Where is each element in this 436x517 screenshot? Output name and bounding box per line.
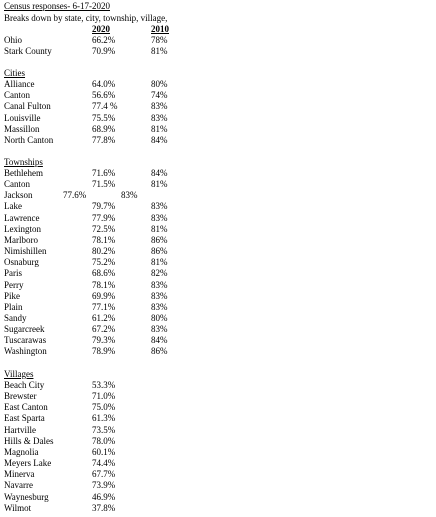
village-value-2020: 71.0%: [92, 391, 116, 402]
village-value-2020: 61.3%: [92, 413, 116, 424]
township-value-2010: 83%: [151, 279, 168, 290]
city-name: North Canton: [4, 135, 54, 145]
document-title: Census responses- 6-17-2020: [4, 1, 110, 11]
village-value-2020: 53.3%: [92, 380, 116, 390]
state-row-value-2010: 81%: [151, 46, 168, 57]
township-value-2020: 68.6%: [92, 268, 116, 279]
village-value-2020: 73.5%: [92, 424, 116, 435]
township-name: Sugarcreek: [4, 324, 45, 335]
township-value-2020: 61.2%: [92, 312, 116, 323]
township-value-2020: 78.1%: [92, 279, 116, 290]
village-name: Hills & Dales: [4, 435, 54, 446]
township-value-2010: 86%: [151, 246, 168, 257]
city-name: Canton: [4, 90, 30, 101]
township-value-2020: 78.9%: [92, 346, 116, 357]
village-name: Beach City: [4, 380, 45, 390]
state-row-value-2020: 70.9%: [92, 46, 116, 57]
township-name: Paris: [4, 268, 22, 279]
township-name: Osnaburg: [4, 257, 39, 268]
column-header-2020: 2020: [92, 24, 110, 34]
village-value-2020: 46.9%: [92, 491, 116, 502]
township-value-2010: 86%: [151, 234, 168, 245]
cities-heading: Cities: [4, 68, 26, 78]
townships-heading: Townships: [4, 157, 43, 167]
village-name: East Sparta: [4, 413, 45, 424]
township-value-2010: 86%: [151, 346, 168, 357]
township-value-2010: 83%: [151, 201, 168, 212]
township-value-2020: 77.1%: [92, 301, 116, 312]
village-value-2020: 73.9%: [92, 480, 116, 491]
state-row-value-2010: 78%: [151, 35, 168, 45]
village-name: Meyers Lake: [4, 458, 52, 469]
state-row-value-2020: 66.2%: [92, 35, 116, 45]
document-subtitle: Breaks down by state, city, township, village,: [4, 13, 168, 23]
township-value-2020: 77.9%: [92, 212, 116, 223]
township-value-2010: 80%: [151, 312, 168, 323]
village-name: East Canton: [4, 402, 48, 413]
township-value-2010: 83%: [151, 301, 168, 312]
city-value-2020: 56.6%: [92, 90, 116, 101]
state-row-name: Ohio: [4, 35, 22, 45]
city-value-2010: 84%: [151, 135, 168, 145]
township-value-2020: 77.6%: [63, 190, 87, 201]
township-value-2020: 72.5%: [92, 223, 116, 234]
township-name: Sandy: [4, 312, 27, 323]
village-name: Hartville: [4, 424, 36, 435]
township-name: Lake: [4, 201, 22, 212]
city-value-2010: 74%: [151, 90, 168, 101]
village-name: Magnolia: [4, 446, 39, 457]
township-value-2010: 83%: [151, 212, 168, 223]
city-name: Louisville: [4, 112, 41, 123]
township-value-2020: 71.5%: [92, 179, 116, 190]
city-value-2020: 68.9%: [92, 123, 116, 134]
township-value-2010: 83%: [151, 290, 168, 301]
township-name: Pike: [4, 290, 21, 301]
township-name: Tuscarawas: [4, 335, 47, 346]
village-value-2020: 78.0%: [92, 435, 116, 446]
township-value-2020: 67.2%: [92, 324, 116, 335]
township-value-2010: 84%: [151, 168, 168, 178]
city-name: Massillon: [4, 123, 40, 134]
township-value-2020: 71.6%: [92, 168, 116, 178]
village-name: Wilmot: [4, 502, 32, 513]
township-name: Jackson: [4, 190, 33, 201]
township-name: Washington: [4, 346, 47, 357]
township-value-2010: 82%: [151, 268, 168, 279]
city-value-2020: 64.0%: [92, 79, 116, 89]
village-value-2020: 74.4%: [92, 458, 116, 469]
city-value-2010: 81%: [151, 123, 168, 134]
township-value-2020: 79.3%: [92, 335, 116, 346]
township-value-2010: 83%: [121, 190, 138, 201]
township-value-2010: 83%: [151, 324, 168, 335]
township-name: Canton: [4, 179, 30, 190]
city-value-2020: 77.4 %: [92, 101, 118, 112]
village-name: Waynesburg: [4, 491, 49, 502]
township-name: Marlboro: [4, 234, 38, 245]
village-value-2020: 75.0%: [92, 402, 116, 413]
township-value-2010: 81%: [151, 179, 168, 190]
state-row-name: Stark County: [4, 46, 52, 57]
city-value-2020: 75.5%: [92, 112, 116, 123]
city-value-2020: 77.8%: [92, 135, 116, 145]
village-name: Minerva: [4, 469, 35, 480]
village-value-2020: 60.1%: [92, 446, 116, 457]
city-value-2010: 80%: [151, 79, 168, 89]
township-value-2010: 81%: [151, 223, 168, 234]
township-value-2010: 81%: [151, 257, 168, 268]
villages-heading: Villages: [4, 369, 34, 379]
township-name: Lexington: [4, 223, 41, 234]
township-name: Plain: [4, 301, 23, 312]
village-value-2020: 37.8%: [92, 502, 116, 513]
township-name: Bethlehem: [4, 168, 43, 178]
village-name: Navarre: [4, 480, 33, 491]
township-name: Nimishillen: [4, 246, 47, 257]
city-value-2010: 83%: [151, 112, 168, 123]
village-name: Brewster: [4, 391, 37, 402]
township-value-2010: 84%: [151, 335, 168, 346]
city-value-2010: 83%: [151, 101, 168, 112]
township-value-2020: 69.9%: [92, 290, 116, 301]
city-name: Alliance: [4, 79, 35, 89]
township-value-2020: 79.7%: [92, 201, 116, 212]
township-value-2020: 78.1%: [92, 234, 116, 245]
township-value-2020: 75.2%: [92, 257, 116, 268]
township-name: Perry: [4, 279, 24, 290]
city-name: Canal Fulton: [4, 101, 51, 112]
village-value-2020: 67.7%: [92, 469, 116, 480]
township-value-2020: 80.2%: [92, 246, 116, 257]
column-header-2010: 2010: [151, 24, 169, 34]
township-name: Lawrence: [4, 212, 40, 223]
